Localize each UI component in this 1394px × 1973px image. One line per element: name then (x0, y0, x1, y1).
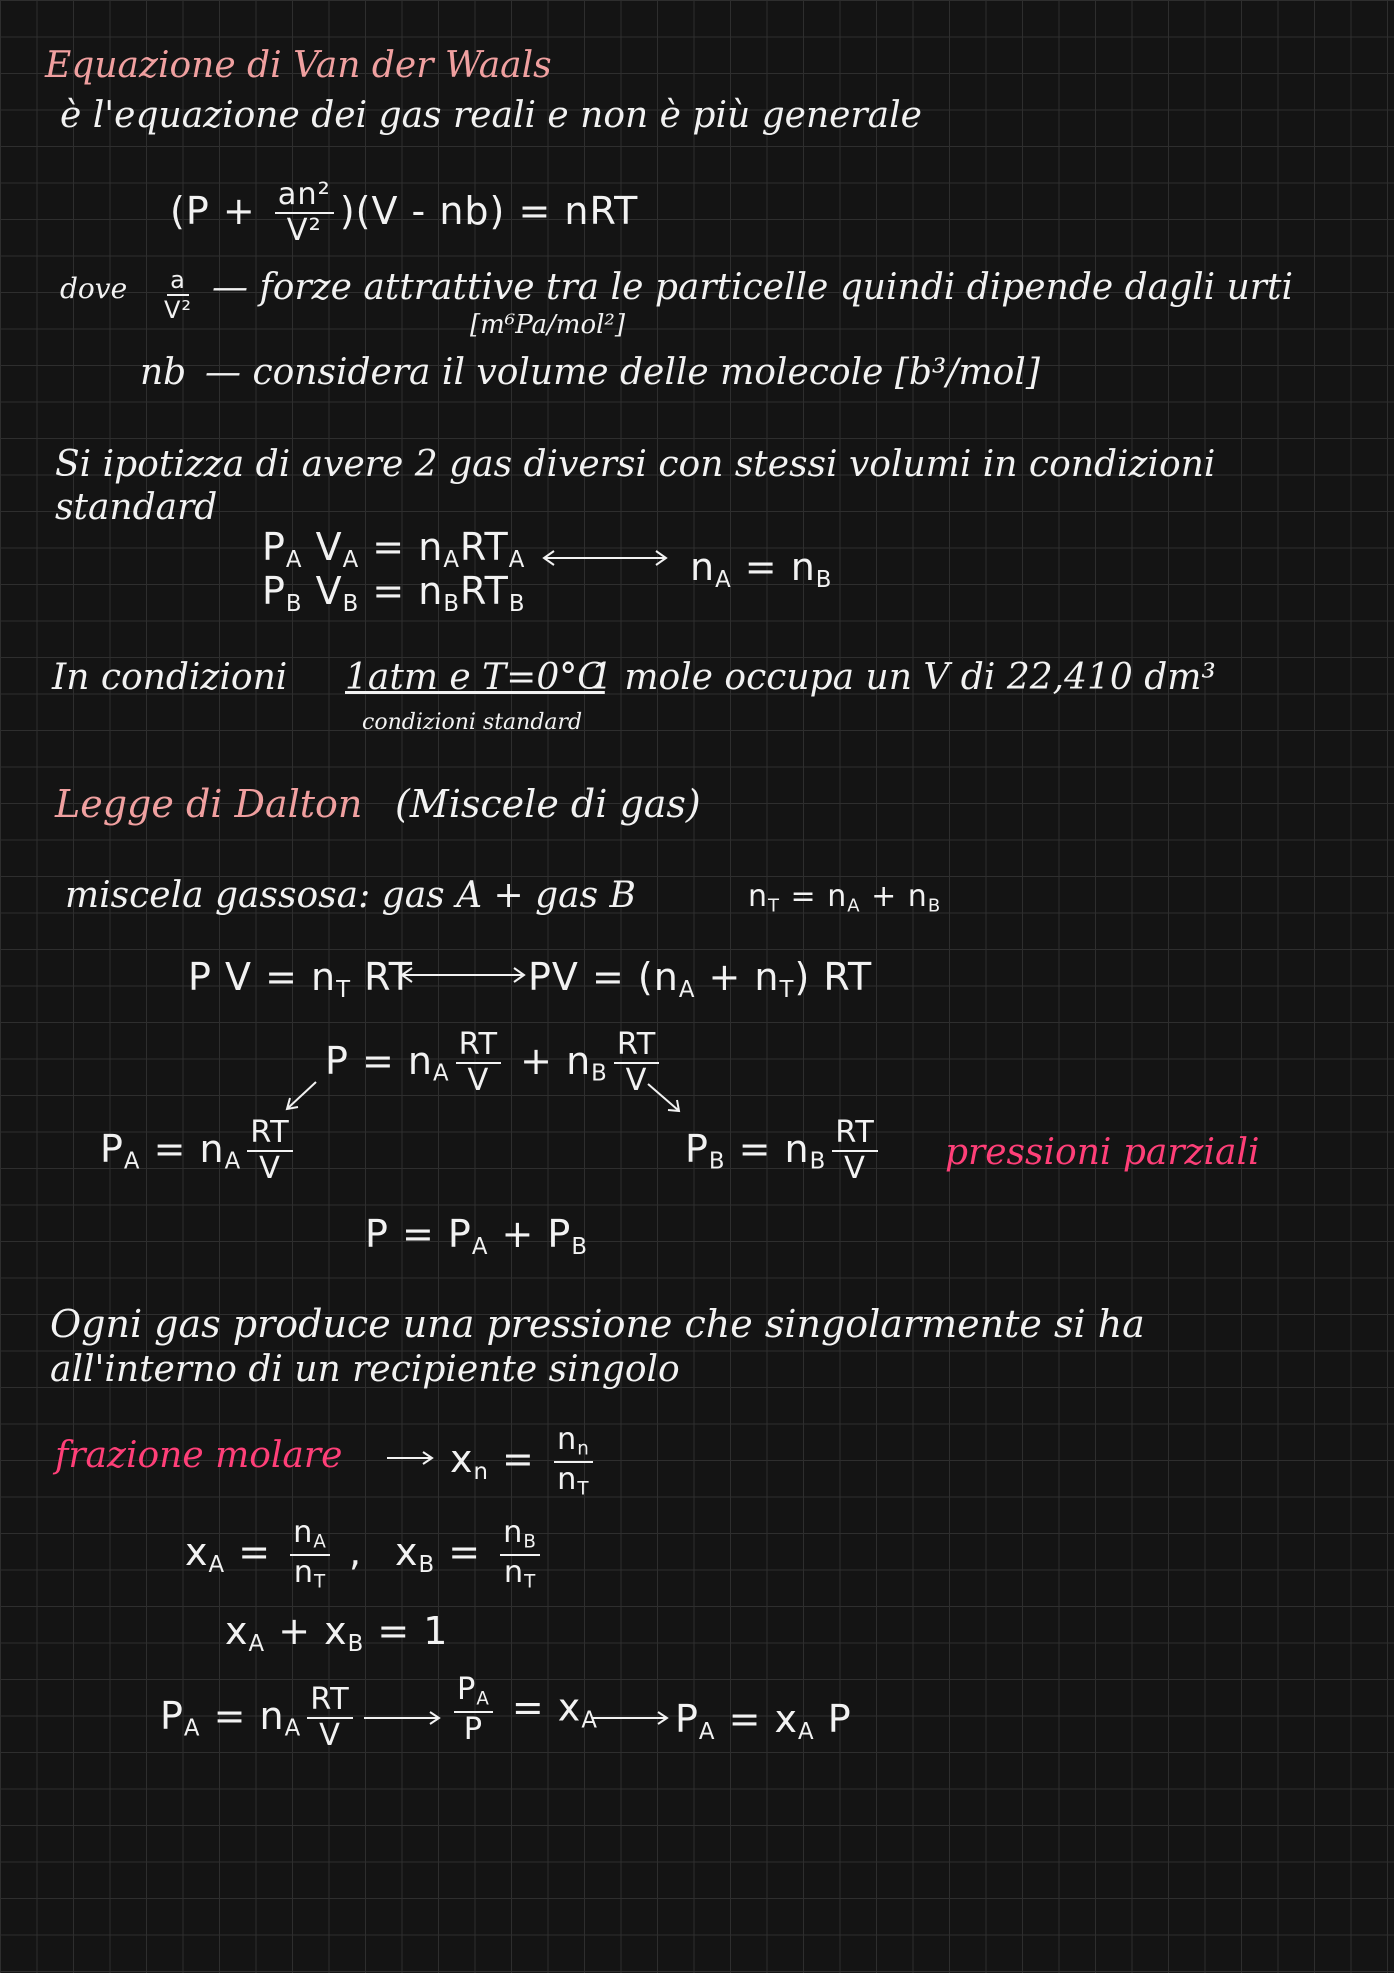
diagonal-arrow-left-icon (282, 1078, 322, 1114)
hypothesis-line-1: Si ipotizza di avere 2 gas diversi con stessi volumi in condizioni (55, 444, 1216, 485)
pb-formula: $P_B = n_B$ $\frac{RT}{V}$ (685, 1118, 884, 1185)
section-title-frazione-molare: frazione molare (55, 1435, 343, 1476)
equation-a: $P_A$ $V_A = n_ART_A$ (262, 525, 526, 573)
std-note: condizioni standard (362, 710, 583, 735)
miscela-text: miscela gassosa: gas A + gas B (65, 875, 637, 916)
a-unit: [m⁶Pa/mol²] (470, 310, 625, 340)
std-underlined: 1atm e T=0°C (345, 657, 605, 698)
section-title-dalton-paren: (Miscele di gas) (395, 782, 701, 826)
chain-step-2: $\frac{P_A}{P}$ = $x_A$ (448, 1675, 598, 1745)
a-term: $\frac{a}{\text{V²}}$ (164, 266, 193, 324)
nb-desc: — considera il volume delle molecole [b³/mol] (205, 352, 1040, 393)
arrow-right-icon (590, 1708, 670, 1728)
p-total: $P = P_A + P_B$ (365, 1212, 588, 1260)
chain-step-3: $P_A = x_A$ P (675, 1697, 852, 1745)
diagonal-arrow-right-icon (644, 1080, 684, 1116)
section-title-dalton: Legge di Dalton (55, 782, 363, 826)
xa-formula: $x_A$ = $\frac{n_A}{n_T}$ , (185, 1515, 363, 1593)
dove-label: dove (60, 272, 128, 305)
nt-sum: $n_T = n_A + n_B$ (748, 879, 942, 917)
a-arrow-desc: — forze attrattive tra le particelle quindi dipende dagli urti (212, 267, 1293, 308)
equation-b: $P_B$ $V_B = n_BRT_B$ (262, 569, 526, 617)
arrow-right-icon (362, 1708, 442, 1728)
intro-text: è l'equazione dei gas reali e non è più generale (60, 95, 922, 136)
xn-definition: $x_n$ = $\frac{n_n}{n_T}$ (450, 1425, 599, 1498)
partial-pressures-label: pressioni parziali (945, 1132, 1260, 1173)
double-arrow-icon (398, 963, 528, 987)
section-title-van-der-waals: Equazione di Van der Waals (45, 45, 552, 86)
nb-term: nb (140, 352, 187, 393)
double-arrow-icon (540, 546, 670, 570)
std-text-post: 1 mole occupa un V di 22,410 dm³ (590, 657, 1216, 698)
pv-right: PV = $(n_A + n_T)$ RT (528, 955, 873, 1003)
gas-text-line-1: Ogni gas produce una pressione che singolarmente si ha (50, 1302, 1145, 1346)
std-text-pre: In condizioni (52, 657, 288, 698)
van-der-waals-formula: (P + $\frac{\text{an²}}{\text{V²}}$ )(V - nb) = nRT (170, 177, 639, 249)
arrow-right-icon (385, 1448, 435, 1468)
pa-formula: $P_A = n_A$ $\frac{RT}{V}$ (100, 1118, 299, 1185)
equation-result: $n_A = n_B$ (690, 545, 833, 593)
xb-formula: $x_B$ = $\frac{n_B}{n_T}$ (395, 1518, 546, 1591)
gas-text-line-2: all'interno di un recipiente singolo (50, 1349, 680, 1390)
chain-step-1: $P_A = n_A$ $\frac{RT}{V}$ (160, 1685, 359, 1752)
p-sum: $P = n_A$ $\frac{RT}{V}$ + $n_B$ $\frac{RT}{V}$ (325, 1030, 665, 1097)
x-sum: $x_A + x_B = 1$ (225, 1609, 449, 1657)
pv-left: P $V = n_T$ RT (188, 955, 413, 1003)
hypothesis-line-2: standard (55, 487, 218, 528)
